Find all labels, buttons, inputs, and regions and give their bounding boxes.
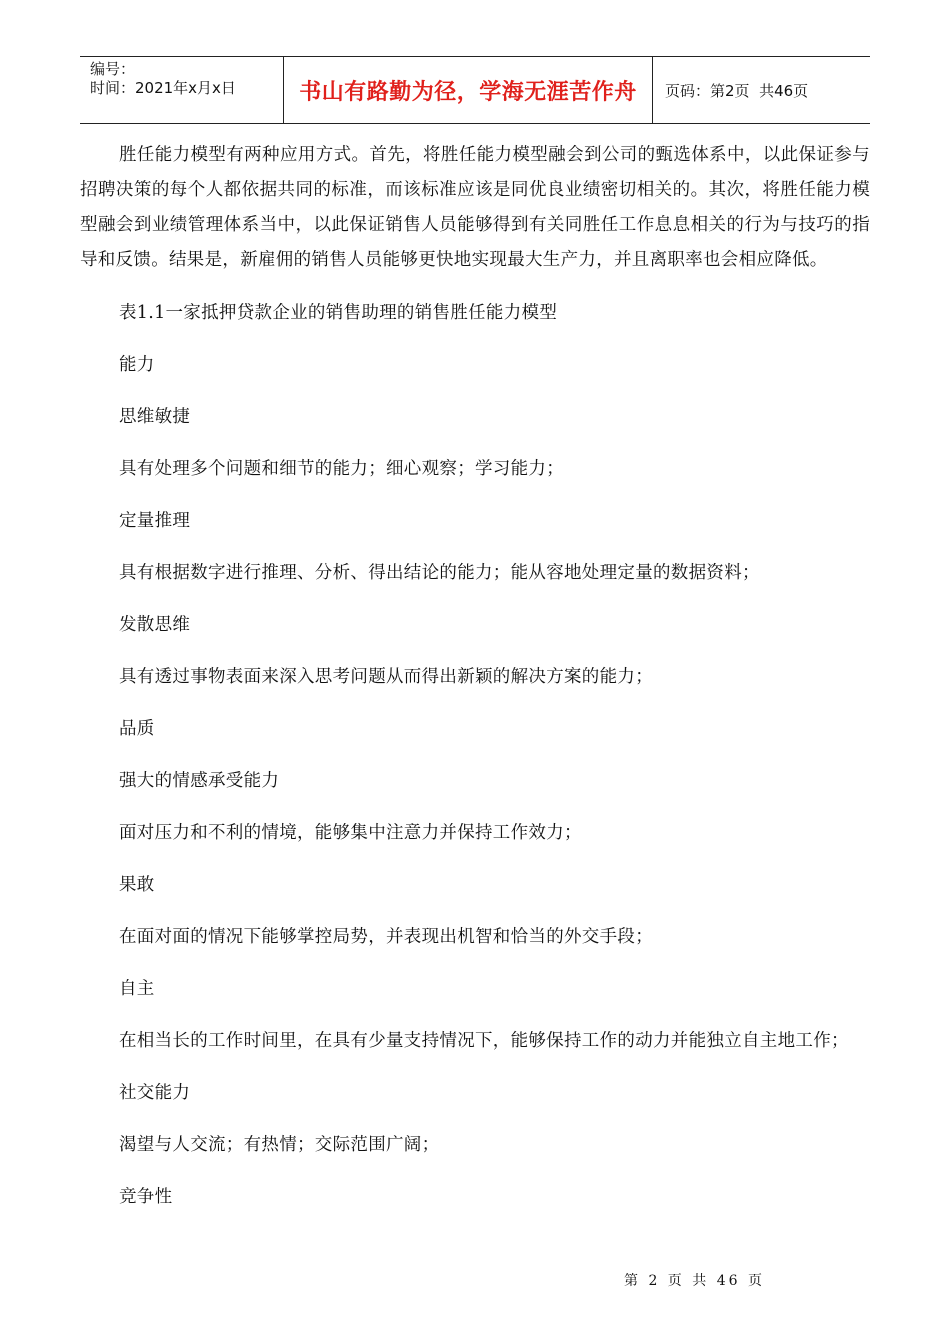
page-footer: 第 2 页 共 46 页 [624, 1273, 765, 1289]
section-heading-ability: 能力 [119, 355, 155, 375]
table-caption: 表1.1一家抵押贷款企业的销售助理的销售胜任能力模型 [119, 303, 558, 323]
competency-description: 渴望与人交流；有热情；交际范围广阔； [119, 1135, 440, 1155]
competency-title: 果敢 [119, 875, 155, 895]
competency-title: 竞争性 [119, 1187, 173, 1207]
competency-title: 社交能力 [119, 1083, 191, 1103]
header-motto: 书山有路勤为径，学海无涯苦作舟 [283, 57, 653, 123]
header-meta [80, 57, 283, 123]
section-heading-quality: 品质 [119, 719, 155, 739]
competency-description: 在面对面的情况下能够掌控局势，并表现出机智和恰当的外交手段； [119, 927, 653, 947]
competency-description: 面对压力和不利的情境，能够集中注意力并保持工作效力； [119, 823, 582, 843]
header-page-label: 页码：第2页 共46页 [665, 81, 809, 100]
competency-title: 思维敏捷 [119, 407, 191, 427]
competency-description: 具有处理多个问题和细节的能力；细心观察；学习能力； [119, 459, 564, 479]
competency-title: 发散思维 [119, 615, 191, 635]
competency-description: 具有透过事物表面来深入思考问题从而得出新颖的解决方案的能力； [119, 667, 653, 687]
competency-description: 在相当长的工作时间里，在具有少量支持情况下，能够保持工作的动力并能独立自主地工作； [119, 1031, 849, 1051]
competency-title: 定量推理 [119, 511, 191, 531]
intro-paragraph: 胜任能力模型有两种应用方式。首先，将胜任能力模型融会到公司的甄选体系中，以此保证参与招聘决策的每个人都依据共同的标准，而该标准应该是同优良业绩密切相关的。其次，将胜任能力模型融会到业绩管理体系当中，以此保证销售人员能够得到有关同胜任工作息息相关的行为与技巧的指导和反馈。结果是，新雇佣的销售人员能够更快地实现最大生产力，并且离职率也会相应降低。 [80, 145, 870, 270]
header-page-info [653, 57, 870, 123]
document-body [80, 138, 870, 1210]
competency-title: 自主 [119, 979, 155, 999]
document-time-label: 时间：2021年x月x日 [90, 79, 236, 97]
page-header [80, 56, 870, 124]
document-number-label: 编号： [90, 60, 136, 78]
competency-title: 强大的情感承受能力 [119, 771, 280, 791]
competency-description: 具有根据数字进行推理、分析、得出结论的能力；能从容地处理定量的数据资料； [119, 563, 760, 583]
